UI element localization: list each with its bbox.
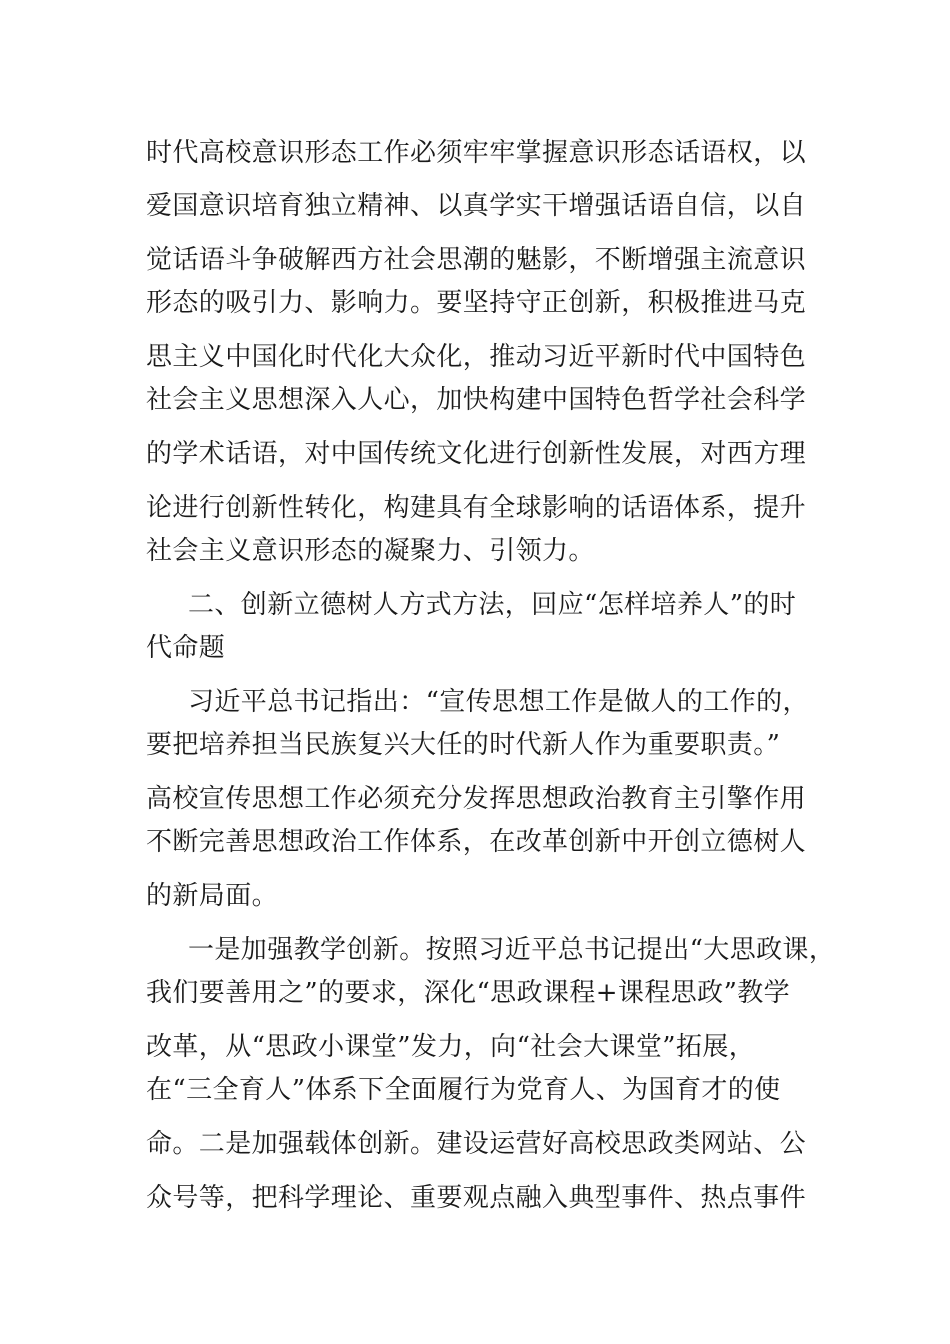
section-heading-line: 代命题 [146,633,226,663]
text-line: 不断完善思想政治工作体系，在改革创新中开创立德树人 [146,827,807,857]
text-line: 改革，从“思政小课堂”发力，向“社会大课堂”拓展， [146,1032,756,1062]
text-line: 要把培养担当民族复兴大任的时代新人作为重要职责。” [146,730,781,760]
text-line: 高校宣传思想工作必须充分发挥思想政治教育主引擎作用 [146,784,807,814]
text-line: 时代高校意识形态工作必须牢牢掌握意识形态话语权，以 [146,138,807,168]
text-line: 论进行创新性转化，构建具有全球影响的话语体系，提升 [146,493,807,523]
text-line: 形态的吸引力、影响力。要坚持守正创新，积极推进马克 [146,288,807,318]
text-line: 命。二是加强载体创新。建设运营好高校思政类网站、公 [146,1129,807,1159]
text-line: 社会主义思想深入人心，加快构建中国特色哲学社会科学 [146,385,807,415]
text-line: 思主义中国化时代化大众化，推动习近平新时代中国特色 [146,342,807,372]
text-line: 众号等，把科学理论、重要观点融入典型事件、热点事件 [146,1183,807,1213]
text-line: 的新局面。 [146,881,279,911]
text-line: 一是加强教学创新。按照习近平总书记提出“大思政课， [188,935,836,965]
text-line: 的学术话语，对中国传统文化进行创新性发展，对西方理 [146,439,807,469]
text-line: 在“三全育人”体系下全面履行为党育人、为国育才的使 [146,1075,781,1105]
text-line: 我们要善用之”的要求，深化“思政课程+课程思政”教学 [146,978,791,1008]
text-line: 觉话语斗争破解西方社会思潮的魅影，不断增强主流意识 [146,245,807,275]
text-line: 社会主义意识形态的凝聚力、引领力。 [146,536,595,566]
section-heading-line: 二、创新立德树人方式方法，回应“怎样培养人”的时 [188,590,797,620]
text-line: 习近平总书记指出：“宣传思想工作是做人的工作的， [188,687,809,717]
text-line: 爱国意识培育独立精神、以真学实干增强话语自信，以自 [146,191,807,221]
